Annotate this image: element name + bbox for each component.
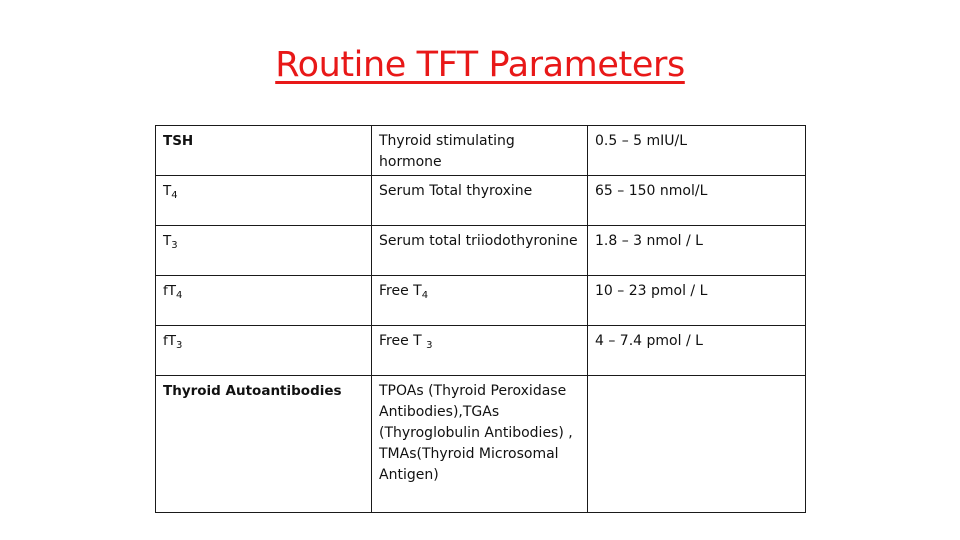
- parameter-name: T: [163, 233, 172, 249]
- table-row: [156, 226, 806, 276]
- table-row: [156, 126, 806, 176]
- description-cell: [372, 376, 588, 513]
- parameter-name: T: [163, 183, 172, 199]
- range-text: 10 – 23 pmol / L: [595, 283, 708, 299]
- description-cell: [372, 226, 588, 276]
- range-text: 1.8 – 3 nmol / L: [595, 233, 703, 249]
- table-row: [156, 276, 806, 326]
- table-row: [156, 376, 806, 513]
- description-subscript: 3: [426, 340, 433, 351]
- range-cell: [588, 126, 806, 176]
- description-text: Free T: [379, 283, 422, 299]
- parameter-name: Thyroid Autoantibodies: [163, 383, 342, 399]
- range-cell: [588, 276, 806, 326]
- tft-parameters-table: [155, 125, 806, 513]
- range-cell: [588, 176, 806, 226]
- parameter-subscript: 3: [176, 340, 183, 351]
- description-cell: [372, 276, 588, 326]
- description-cell: [372, 176, 588, 226]
- parameter-cell: [156, 326, 372, 376]
- description-text: Serum Total thyroxine: [379, 183, 533, 199]
- parameter-cell: [156, 176, 372, 226]
- parameter-cell: [156, 376, 372, 513]
- range-text: 4 – 7.4 pmol / L: [595, 333, 703, 349]
- parameter-cell: [156, 226, 372, 276]
- range-cell: [588, 226, 806, 276]
- description-cell: [372, 126, 588, 176]
- description-text: Free T: [379, 333, 427, 349]
- range-cell: [588, 326, 806, 376]
- table-row: [156, 326, 806, 376]
- description-text: Thyroid stimulating hormone: [379, 133, 515, 170]
- parameter-name: fT: [163, 333, 176, 349]
- parameter-name: fT: [163, 283, 176, 299]
- description-text: TPOAs (Thyroid Peroxidase Antibodies),TGAs (Thyroglobulin Antibodies) , TMAs(Thyroid Microsomal Antigen): [379, 383, 573, 483]
- range-cell: [588, 376, 806, 513]
- description-subscript: 4: [421, 290, 429, 301]
- page-title: Routine TFT Parameters: [275, 45, 685, 85]
- parameter-name: TSH: [163, 133, 194, 149]
- range-text: 65 – 150 nmol/L: [595, 183, 708, 199]
- range-text: 0.5 – 5 mIU/L: [595, 133, 688, 149]
- table-row: [156, 176, 806, 226]
- parameter-subscript: 4: [176, 290, 183, 301]
- parameter-subscript: 3: [171, 240, 178, 251]
- description-text: Serum total triiodothyronine: [379, 233, 578, 249]
- parameter-subscript: 4: [171, 190, 178, 201]
- parameter-cell: [156, 276, 372, 326]
- parameter-cell: [156, 126, 372, 176]
- description-cell: [372, 326, 588, 376]
